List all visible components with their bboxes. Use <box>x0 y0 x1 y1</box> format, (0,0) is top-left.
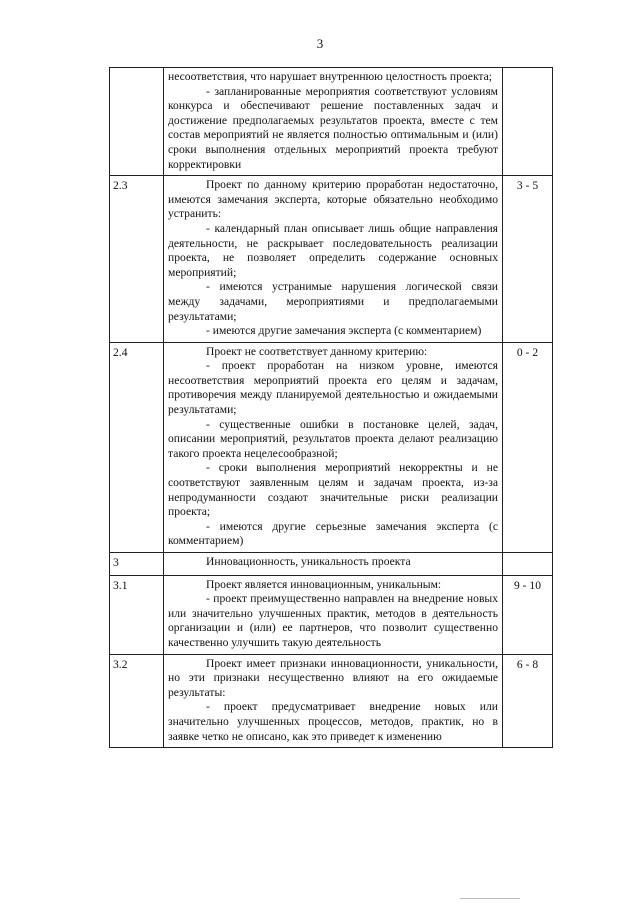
criteria-table <box>109 67 553 748</box>
paragraph: - проект проработан на низком уровне, имеются несоответствия мероприятий проекта его целям и задачам, противоречия между планируемой деятельностью и ожидаемыми результатами; <box>168 359 498 417</box>
section-heading: Инновационность, уникальность проекта <box>206 555 411 568</box>
paragraph: Проект по данному критерию проработан недостаточно, имеются замечания эксперта, которые обязательно необходимо устранить: <box>168 178 498 221</box>
table-row <box>110 575 553 654</box>
paragraph: - имеются устранимые нарушения логической связи между задачами, мероприятиями и предполагаемыми результатами; <box>168 280 498 323</box>
criterion-description <box>164 654 503 748</box>
paragraph: - проект предусматривает внедрение новых или значительно улучшенных процессов, методов, практик, но в заявке четко не описано, как это приведет к изменению <box>168 700 498 743</box>
table-row <box>110 176 553 343</box>
criterion-description <box>164 553 503 576</box>
table-row <box>110 553 553 576</box>
criterion-code: 3 <box>110 553 164 576</box>
criterion-code: 3.2 <box>110 654 164 748</box>
paragraph: Проект не соответствует данному критерию: <box>206 344 428 358</box>
paragraph: несоответствия, что нарушает внутреннюю целостность проекта; <box>168 70 493 83</box>
score-range: 6 - 8 <box>503 654 553 748</box>
criterion-code: 2.4 <box>110 342 164 552</box>
score-range: 9 - 10 <box>503 575 553 654</box>
criterion-description <box>164 575 503 654</box>
table-row <box>110 654 553 748</box>
table-row <box>110 68 553 176</box>
score-range: 0 - 2 <box>503 342 553 552</box>
score-range: 3 - 5 <box>503 176 553 343</box>
page-number: 3 <box>316 36 324 51</box>
paragraph: - проект преимущественно направлен на внедрение новых или значительно улучшенных практик, методов в деятельность организации и (или) ее партнеров, что позволит существенно качественно улучшить такую деятельность <box>168 592 498 649</box>
score-range <box>503 553 553 576</box>
paragraph: - существенные ошибки в постановке целей, задач, описании мероприятий, результатов проекта делают реализацию такого проекта нецелесообразной; <box>168 417 498 460</box>
paragraph: Проект является инновационным, уникальным: <box>206 577 442 591</box>
table-row <box>110 342 553 552</box>
paragraph: - запланированные мероприятия соответствуют условиям конкурса и обеспечивают решение поставленных задач и достижение предполагаемых результатов проекта, вместе с тем состав мероприятий не является полностью оптимальным и (или) сроки выполнения отдельных мероприятий проекта требуют корректировки <box>168 84 498 171</box>
criterion-description <box>164 342 503 552</box>
criterion-description <box>164 68 503 176</box>
paragraph: - календарный план описывает лишь общие направления деятельности, не раскрывает последовательность реализации проекта, не позволяет определить содержание основных мероприятий; <box>168 221 498 279</box>
score-range <box>503 68 553 176</box>
paragraph: - имеются другие серьезные замечания эксперта (с комментарием) <box>168 519 498 548</box>
paragraph: - имеются другие замечания эксперта (с комментарием) <box>206 324 482 338</box>
scan-edge-line <box>460 898 520 899</box>
paragraph: - сроки выполнения мероприятий некорректны и не соответствуют заявленным целям и задачам проекта, из-за непродуманности создают значительные риски реализации проекта; <box>168 461 498 519</box>
criterion-description <box>164 176 503 343</box>
criterion-code <box>110 68 164 176</box>
criterion-code: 2.3 <box>110 176 164 343</box>
criterion-code: 3.1 <box>110 575 164 654</box>
paragraph: Проект имеет признаки инновационности, уникальности, но эти признаки несущественно влияют на его ожидаемые результаты: <box>168 656 498 699</box>
